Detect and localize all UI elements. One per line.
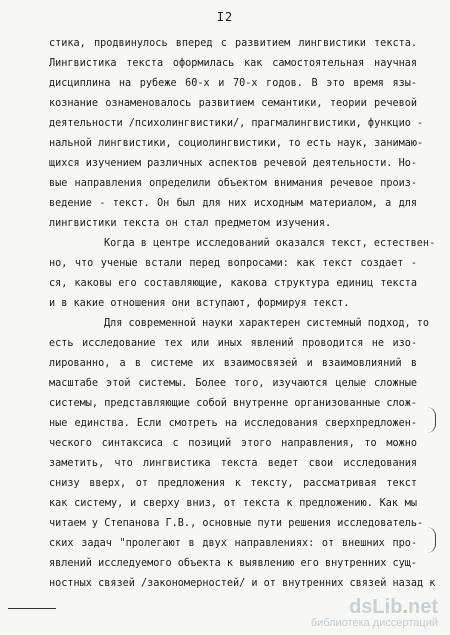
- page-number: I2: [216, 10, 234, 24]
- text-line: масштабе этой системы. Более того, изучаются целые сложные: [49, 378, 417, 389]
- text-line: и в какие отношения они вступают, формируя текст.: [49, 298, 350, 309]
- text-line: дисциплина на рубеже 60-х и 70-х годов. В это время язы-: [49, 78, 417, 89]
- text-line: ских задач "пролегают в двух направлениях: от внешних про-: [49, 538, 417, 549]
- text-line: лингвистики текста он стал предметом изучения.: [49, 218, 332, 229]
- text-line: деятельности /психолингвистики/, прагмалингвистики, функцио -: [49, 118, 424, 129]
- footer-rule: [8, 608, 56, 609]
- text-line: лированно, а в системе их взаимосвязей и взаимовлияний в: [49, 358, 417, 369]
- watermark-logo: dsLib.net: [349, 596, 438, 618]
- text-line: Когда в центре исследований оказался текст, естествен-: [104, 238, 436, 249]
- watermark-subtitle: библиотека диссертаций: [310, 617, 438, 629]
- text-line: стика, продвинулось вперед с развитием лингвистики текста.: [49, 38, 417, 49]
- text-line: ведение - текст. Он был для них исходным материалом, а для: [49, 198, 417, 209]
- text-line: ческого синтаксиса с позиций этого направления, то можно: [49, 438, 417, 449]
- text-line: читаем у Степанова Г.В., основные пути решения исследователь-: [49, 518, 424, 529]
- text-line: как систему, и сверху вниз, от текста к предложению. Как мы: [49, 498, 417, 509]
- text-line: щихся изучением различных аспектов речевой деятельности. Но-: [49, 158, 418, 169]
- text-line: заметить, что лингвистика текста ведет свои исследования: [49, 458, 417, 469]
- text-line: кознание ознаменовалось развитием семантики, теории речевой: [49, 98, 417, 109]
- text-line: вые направления определили объектом внимания речевое произ-: [49, 178, 417, 189]
- text-line: но, что ученые встали перед вопросами: как текст создает -: [49, 258, 417, 269]
- text-line: Для современной науки характерен системный подход, то: [104, 318, 430, 329]
- text-line: системы, представляющие собой внутренне организованные слож-: [49, 398, 418, 409]
- margin-bracket-mark: [427, 527, 436, 553]
- text-line: Лингвистика текста оформилась как самостоятельная научная: [49, 58, 417, 69]
- text-line: ные единства. Если смотреть на исследования сверхпредложен-: [49, 418, 417, 429]
- watermark: [311, 597, 438, 629]
- text-line: есть исследование тех или иных явлений проводится не изо-: [49, 338, 417, 349]
- text-line: ся, каковы его составляющие, какова структура единиц текста: [49, 278, 417, 289]
- text-line: явлений исследуемого объекта к выявлению его внутренних сущ-: [49, 558, 418, 569]
- margin-bracket-mark: [427, 407, 436, 433]
- text-line: снизу вверх, от предложения к тексту, рассматривая текст: [49, 478, 417, 489]
- text-line: ностных связей /закономерностей/ и от внутренних связей назад к: [49, 578, 436, 589]
- text-line: нальной лингвистики, социолингвистики, то есть наук, занимаю-: [49, 138, 424, 149]
